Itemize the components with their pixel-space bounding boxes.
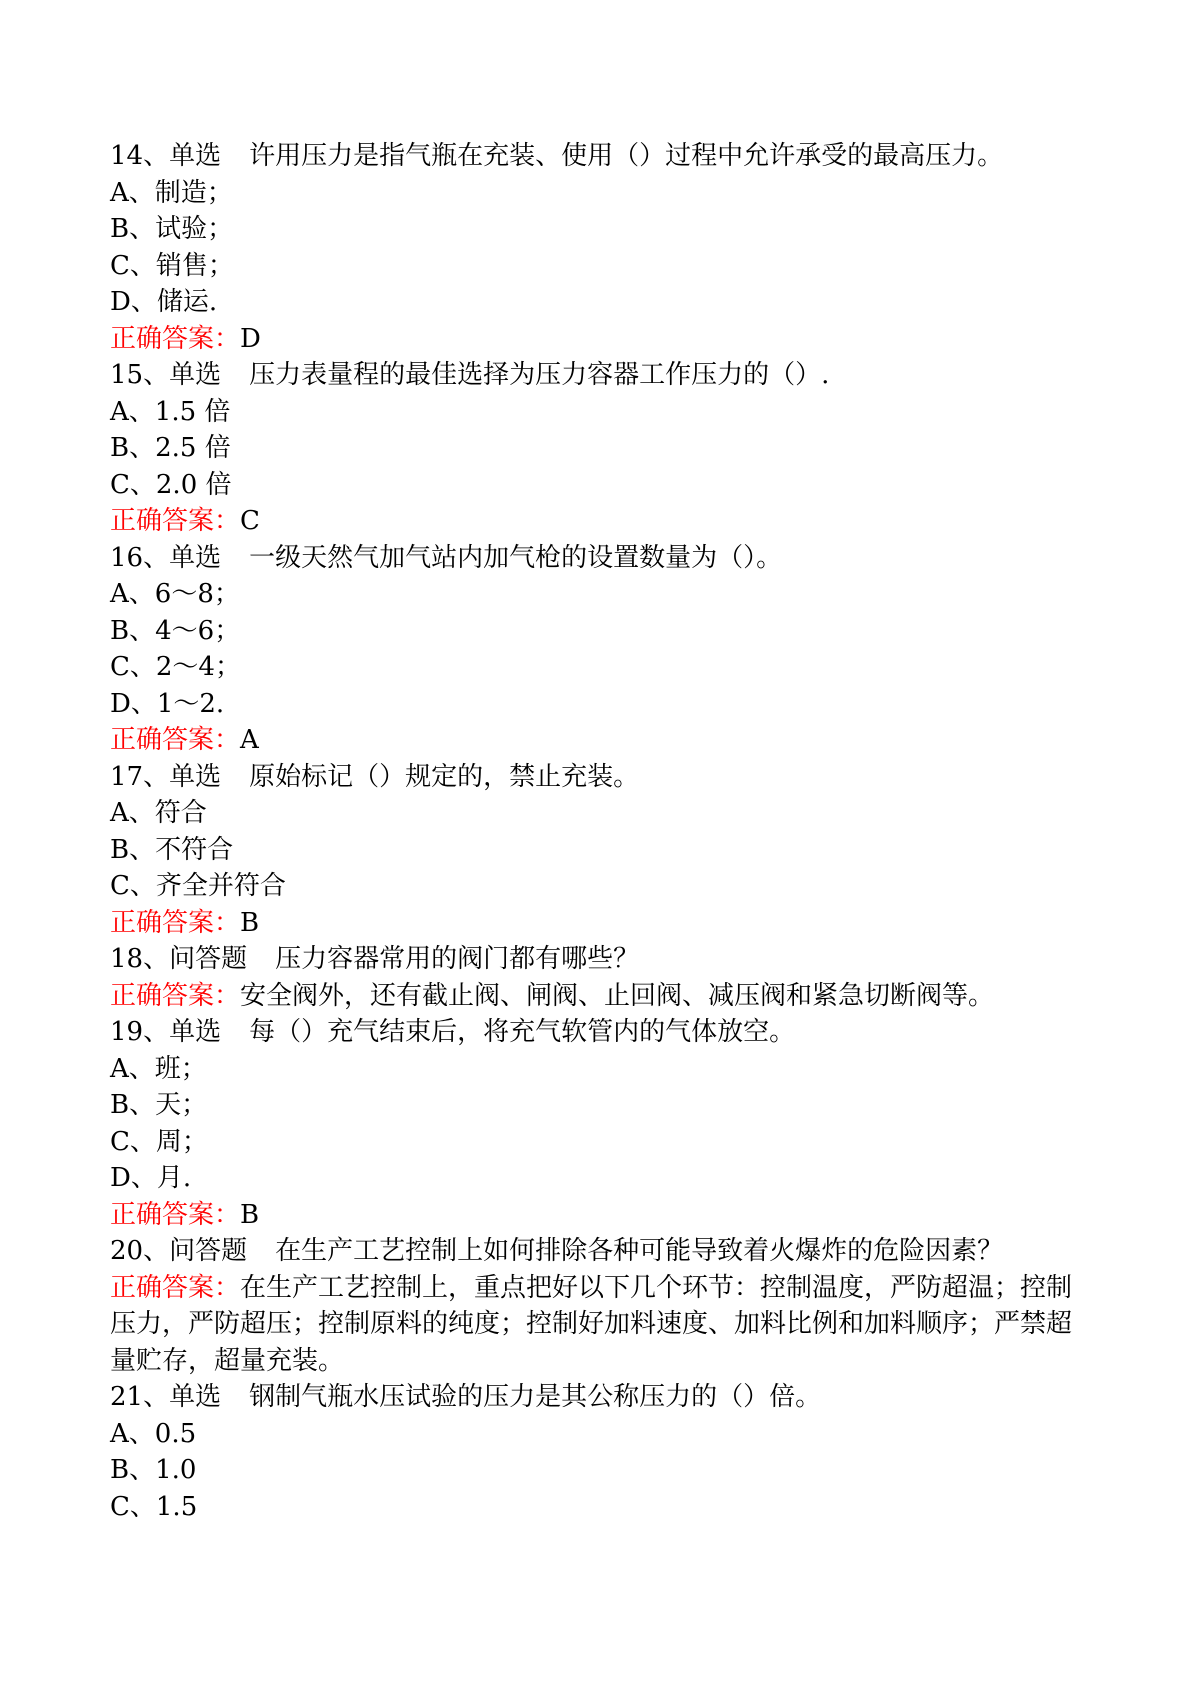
answer-line xyxy=(110,978,1085,1015)
option: A、符合 xyxy=(110,798,207,828)
question-number: 18、问答题 xyxy=(110,944,248,974)
answer-label: 正确答案： xyxy=(110,323,241,354)
answer-value: D xyxy=(240,323,261,354)
question-header xyxy=(110,357,1090,394)
option: A、0.5 xyxy=(110,1418,197,1449)
answer-label: 正确答案： xyxy=(110,506,241,536)
answer-value: 安全阀外，还有截止阀、闸阀、止回阀、减压阀和紧急切断阀等。 xyxy=(240,980,995,1011)
option: C、齐全并符合 xyxy=(110,871,286,901)
question-18 xyxy=(110,941,1090,1014)
option: B、天； xyxy=(110,1090,208,1120)
question-14 xyxy=(110,138,1090,357)
question-15 xyxy=(110,357,1090,540)
question-header xyxy=(110,138,1090,175)
option: C、2.0 倍 xyxy=(110,469,232,500)
answer-label: 正确答案： xyxy=(110,980,241,1011)
question-header xyxy=(110,759,1090,796)
question-header xyxy=(110,1014,1090,1051)
question-19 xyxy=(110,1014,1090,1233)
question-17 xyxy=(110,759,1090,942)
option: D、储运. xyxy=(110,287,218,317)
question-header xyxy=(110,540,1090,577)
question-number: 14、单选 xyxy=(110,141,222,171)
question-stem: 每（）充气结束后，将充气软管内的气体放空。 xyxy=(249,1017,796,1047)
option: D、1～2. xyxy=(110,688,225,719)
answer-value: B xyxy=(240,907,260,938)
answer-line xyxy=(110,1197,1090,1234)
document-page xyxy=(110,138,1090,1525)
question-number: 19、单选 xyxy=(110,1017,222,1047)
answer-line xyxy=(110,722,1090,759)
answer-line xyxy=(110,503,1090,540)
option: A、1.5 倍 xyxy=(110,396,231,427)
answer-value: 在生产工艺控制上，重点把好以下几个环节：控制温度，严防超温；控制压力，严防超压；控制原料的纯度；控制好加料速度、加料比例和加料顺序；严禁超量贮存，超量充装。 xyxy=(110,1272,1073,1376)
answer-line xyxy=(110,321,1090,358)
option: B、1.0 xyxy=(110,1455,197,1485)
question-number: 15、单选 xyxy=(110,360,222,390)
question-number: 17、单选 xyxy=(110,761,222,792)
question-number: 16、单选 xyxy=(110,542,222,573)
question-20 xyxy=(110,1233,1090,1379)
question-stem: 在生产工艺控制上如何排除各种可能导致着火爆炸的危险因素？ xyxy=(275,1236,1004,1266)
question-header xyxy=(110,1379,1090,1416)
option: D、月. xyxy=(110,1163,192,1193)
option: C、销售； xyxy=(110,250,234,281)
question-stem: 许用压力是指气瓶在充装、使用（）过程中允许承受的最高压力。 xyxy=(249,141,1004,171)
answer-label: 正确答案： xyxy=(110,1199,241,1230)
option: B、2.5 倍 xyxy=(110,433,231,463)
question-16 xyxy=(110,540,1090,759)
question-stem: 一级天然气加气站内加气枪的设置数量为（）。 xyxy=(249,542,783,573)
question-number: 21、单选 xyxy=(110,1382,222,1412)
question-stem: 原始标记（）规定的，禁止充装。 xyxy=(249,761,640,792)
option: C、周； xyxy=(110,1126,208,1157)
option: C、2～4； xyxy=(110,652,241,682)
question-number: 20、问答题 xyxy=(110,1236,248,1266)
answer-value: A xyxy=(240,725,259,755)
answer-value: C xyxy=(240,506,260,536)
option: B、试验； xyxy=(110,214,234,244)
answer-line xyxy=(110,1270,1085,1380)
option: B、不符合 xyxy=(110,834,234,865)
option: C、1.5 xyxy=(110,1491,198,1522)
answer-label: 正确答案： xyxy=(110,907,241,938)
question-header xyxy=(110,941,1090,978)
option: B、4～6； xyxy=(110,615,241,646)
answer-label: 正确答案： xyxy=(110,725,241,755)
question-stem: 压力表量程的最佳选择为压力容器工作压力的（）. xyxy=(249,360,830,390)
answer-label: 正确答案： xyxy=(110,1272,241,1303)
question-stem: 钢制气瓶水压试验的压力是其公称压力的（）倍。 xyxy=(249,1382,822,1412)
answer-line xyxy=(110,905,1090,942)
question-21 xyxy=(110,1379,1090,1525)
question-header xyxy=(110,1233,1090,1270)
answer-value: B xyxy=(240,1199,260,1230)
option: A、6～8； xyxy=(110,579,240,609)
option: A、制造； xyxy=(110,177,233,208)
option: A、班； xyxy=(110,1053,207,1084)
question-stem: 压力容器常用的阀门都有哪些？ xyxy=(275,944,640,974)
